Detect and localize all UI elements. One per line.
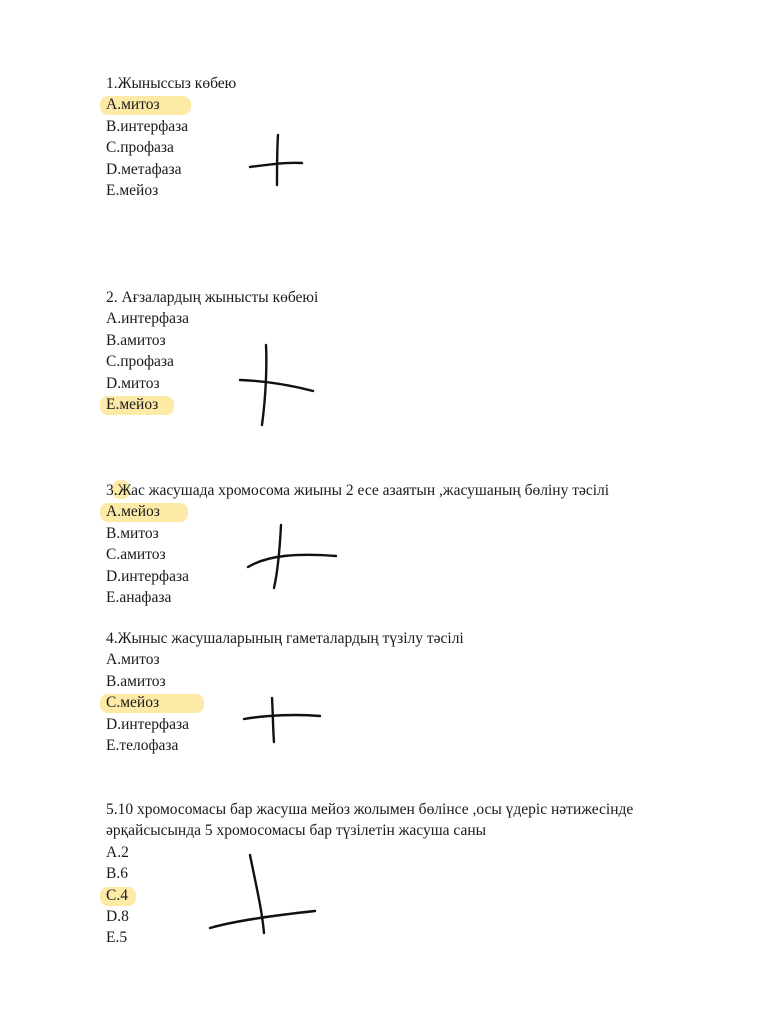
question-3-title: 3.Жас жасушада хромосома жиыны 2 есе азаятын ,жасушаның бөліну тәсілі	[106, 482, 610, 499]
question-4-option-a	[106, 649, 464, 670]
option-label: B.амитоз	[106, 672, 166, 690]
option-label: B.амитоз	[106, 331, 166, 349]
option-label: E.мейоз	[106, 182, 159, 200]
option-label: E.телофаза	[106, 737, 179, 755]
question-4-option-b	[106, 671, 464, 692]
question-1-option-a	[106, 94, 236, 115]
option-label: B.интерфаза	[106, 117, 189, 135]
plus-mark-icon	[230, 335, 330, 435]
question-1-option-e	[106, 180, 236, 201]
option-label: B.митоз	[106, 524, 159, 542]
question-2-title: 2. Ағзалардың жынысты көбеюі	[106, 289, 319, 306]
question-2-option-a	[106, 308, 318, 329]
question-3-option-b	[106, 523, 609, 544]
option-label: D.интерфаза	[106, 715, 189, 733]
plus-mark-icon	[232, 690, 332, 755]
question-1	[106, 73, 236, 201]
question-3	[106, 480, 609, 608]
option-label: A.митоз	[106, 96, 160, 114]
option-label: B.6	[106, 865, 128, 883]
option-label: D.митоз	[106, 374, 160, 392]
question-1-option-d	[106, 159, 236, 180]
question-3-option-e	[106, 587, 609, 608]
option-label: C.амитоз	[106, 546, 166, 564]
option-label: A.митоз	[106, 651, 160, 669]
question-1-option-b	[106, 116, 236, 137]
option-label: C.профаза	[106, 353, 174, 371]
question-3-title-row	[106, 480, 609, 501]
question-1-title: 1.Жыныссыз көбею	[106, 75, 237, 92]
option-label: C.мейоз	[106, 694, 160, 712]
option-label: D.8	[106, 908, 129, 926]
option-label: E.мейоз	[106, 396, 159, 414]
question-3-option-d	[106, 566, 609, 587]
option-label: C.профаза	[106, 139, 174, 157]
option-label: D.метафаза	[106, 160, 182, 178]
option-label: D.интерфаза	[106, 567, 189, 585]
plus-mark-icon	[238, 515, 348, 600]
option-label: A.мейоз	[106, 503, 160, 521]
question-4-title: 4.Жыныс жасушаларының гаметалардың түзілу тәсілі	[106, 630, 464, 647]
question-3-option-c	[106, 544, 609, 565]
option-label: E.анафаза	[106, 589, 172, 607]
option-label: E.5	[106, 929, 128, 947]
question-1-option-c	[106, 137, 236, 158]
plus-mark-icon	[240, 125, 320, 195]
plus-mark-icon	[198, 845, 328, 945]
option-label: A.2	[106, 843, 129, 861]
question-5-title: 5.10 хромосомасы бар жасуша мейоз жолымен бөлінсе ,осы үдеріс нәтижесінде әрқайсысында 5 хромосомасы бар түзілетін жасуша саны	[106, 801, 634, 840]
question-3-option-a	[106, 501, 609, 522]
option-label: C.4	[106, 886, 128, 904]
option-label: A.интерфаза	[106, 310, 189, 328]
